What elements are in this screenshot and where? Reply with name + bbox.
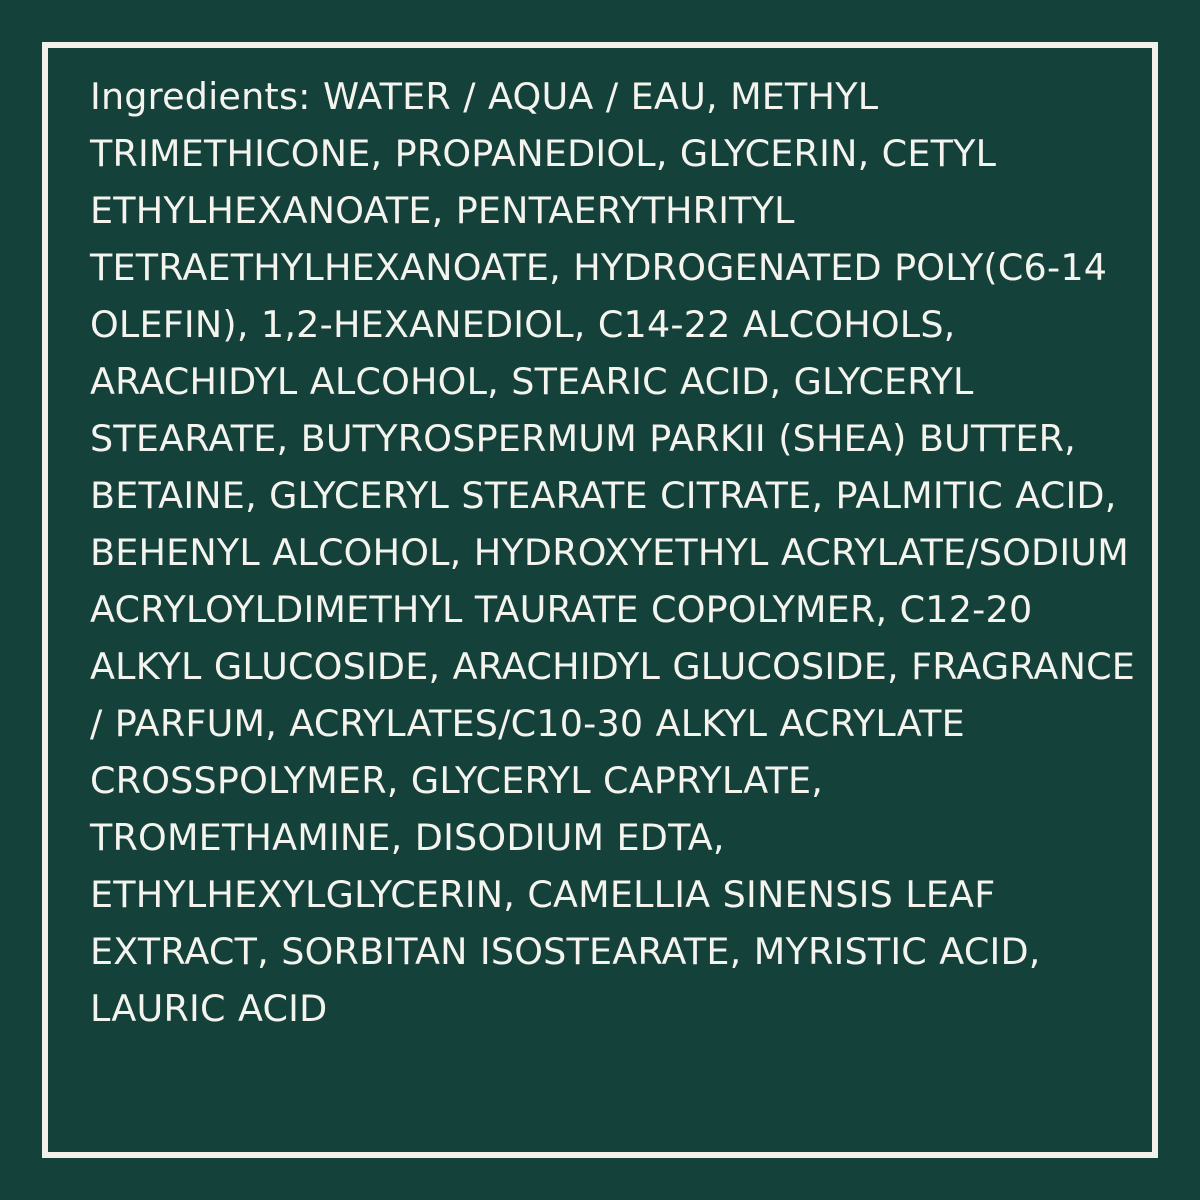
ingredients-text: Ingredients: WATER / AQUA / EAU, METHYL TRIMETHICONE, PROPANEDIOL, GLYCERIN, CETYL ETHYLHEXANOATE, PENTAERYTHRITYL TETRAETHYLHEXANOATE, HYDROGENATED POLY(C6-14 OLEFIN), 1,2-HEXANEDIOL, C14-22 ALCOHOLS, ARACHIDYL ALCOHOL, STEARIC ACID, GLYCERYL STEARATE, BUTYROSPERMUM PARKII (SHEA) BUTTER, BETAINE, GLYCERYL STEARATE CITRATE, PALMITIC ACID, BEHENYL ALCOHOL, HYDROXYETHYL ACRYLATE/SODIUM ACRYLOYLDIMETHYL TAURATE COPOLYMER, C12-20 ALKYL GLUCOSIDE, ARACHIDYL GLUCOSIDE, FRAGRANCE / PARFUM, ACRYLATES/C10-30 ALKYL ACRYLATE CROSSPOLYMER, GLYCERYL CAPRYLATE, TROMETHAMINE, DISODIUM EDTA, ETHYLHEXYLGLYCERIN, CAMELLIA SINENSIS LEAF EXTRACT, SORBITAN ISOSTEARATE, MYRISTIC ACID, LAURIC ACID bbox=[90, 75, 1148, 1030]
ingredients-content bbox=[90, 68, 1148, 1128]
